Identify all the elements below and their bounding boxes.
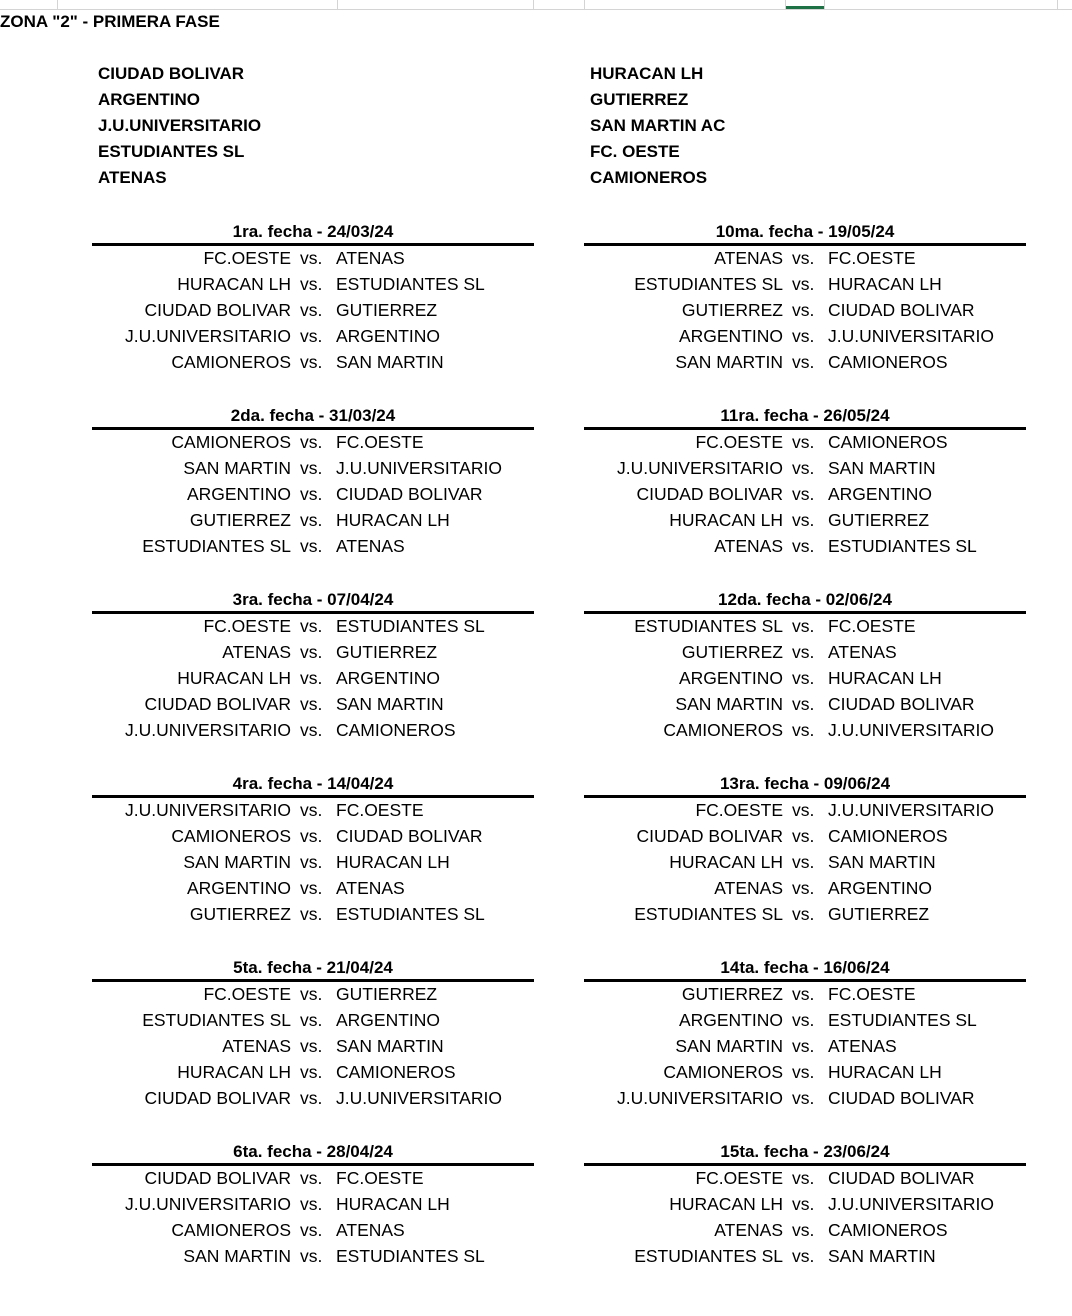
match-row [584, 245, 1026, 271]
round-header[interactable]: 4ra. fecha - 14/04/24 [232, 774, 394, 793]
match-away-cell[interactable]: J.U.UNIVERSITARIO [336, 458, 502, 478]
match-away-cell[interactable]: GUTIERREZ [336, 642, 438, 662]
round-block [92, 396, 534, 580]
match-away-cell[interactable]: ARGENTINO [828, 484, 933, 504]
team-cell[interactable]: ARGENTINO [98, 90, 200, 109]
match-vs-cell[interactable]: vs. [300, 1062, 323, 1082]
match-vs-cell[interactable]: vs. [792, 1010, 815, 1030]
match-home-cell[interactable]: GUTIERREZ [681, 984, 783, 1004]
match-away-cell[interactable]: ATENAS [336, 248, 405, 268]
match-row [92, 481, 534, 507]
match-vs-cell[interactable]: vs. [792, 1036, 815, 1056]
match-away-cell[interactable]: HURACAN LH [336, 510, 450, 530]
match-home-cell[interactable]: ATENAS [714, 878, 783, 898]
match-home-cell[interactable]: GUTIERREZ [189, 904, 291, 924]
match-row [584, 1191, 1026, 1217]
match-vs-cell[interactable]: vs. [792, 904, 815, 924]
match-away-cell[interactable]: SAN MARTIN [336, 352, 444, 372]
match-home-cell[interactable]: SAN MARTIN [183, 852, 291, 872]
match-vs-cell[interactable]: vs. [300, 352, 323, 372]
match-away-cell[interactable]: CAMIONEROS [828, 1220, 948, 1240]
match-row [92, 1033, 534, 1059]
match-vs-cell[interactable]: vs. [300, 852, 323, 872]
match-home-cell[interactable]: J.U.UNIVERSITARIO [125, 800, 291, 820]
match-row [584, 429, 1026, 455]
match-home-cell[interactable]: ESTUDIANTES SL [142, 536, 291, 556]
match-away-cell[interactable]: CAMIONEROS [336, 720, 456, 740]
match-away-cell[interactable]: HURACAN LH [828, 274, 942, 294]
match-away-cell[interactable]: FC.OESTE [828, 984, 916, 1004]
match-home-cell[interactable]: CAMIONEROS [171, 352, 291, 372]
match-row [584, 1059, 1026, 1085]
round-block [584, 1132, 1026, 1316]
match-row [584, 823, 1026, 849]
team-cell[interactable]: CIUDAD BOLIVAR [98, 64, 245, 83]
round-block [92, 212, 534, 396]
match-vs-cell[interactable]: vs. [792, 484, 815, 504]
round-block [584, 396, 1026, 580]
match-away-cell[interactable]: CIUDAD BOLIVAR [336, 484, 483, 504]
match-row [92, 639, 534, 665]
match-home-cell[interactable]: CAMIONEROS [171, 432, 291, 452]
match-home-cell[interactable]: ARGENTINO [678, 1010, 783, 1030]
match-vs-cell[interactable]: vs. [300, 458, 323, 478]
match-row [584, 849, 1026, 875]
match-vs-cell[interactable]: vs. [792, 536, 815, 556]
match-vs-cell[interactable]: vs. [300, 248, 323, 268]
match-row [584, 349, 1026, 375]
match-home-cell[interactable]: HURACAN LH [669, 510, 783, 530]
team-cell[interactable]: GUTIERREZ [590, 90, 689, 109]
team-cell[interactable]: HURACAN LH [590, 64, 704, 83]
match-away-cell[interactable]: ESTUDIANTES SL [336, 1246, 485, 1266]
match-away-cell[interactable]: SAN MARTIN [828, 852, 936, 872]
match-vs-cell[interactable]: vs. [300, 984, 323, 1004]
selected-column-indicator [786, 6, 824, 9]
match-home-cell[interactable]: HURACAN LH [177, 274, 291, 294]
match-vs-cell[interactable]: vs. [792, 1062, 815, 1082]
match-away-cell[interactable]: GUTIERREZ [336, 984, 438, 1004]
match-home-cell[interactable]: ATENAS [714, 248, 783, 268]
match-home-cell[interactable]: FC.OESTE [695, 1168, 783, 1188]
match-row [92, 797, 534, 823]
column-divider[interactable] [337, 0, 338, 9]
match-away-cell[interactable]: ARGENTINO [336, 326, 441, 346]
match-home-cell[interactable]: CAMIONEROS [663, 1062, 783, 1082]
match-away-cell[interactable]: CIUDAD BOLIVAR [828, 1168, 975, 1188]
match-away-cell[interactable]: ESTUDIANTES SL [828, 536, 977, 556]
match-vs-cell[interactable]: vs. [300, 484, 323, 504]
match-home-cell[interactable]: ARGENTINO [186, 878, 291, 898]
match-home-cell[interactable]: ESTUDIANTES SL [634, 274, 783, 294]
match-vs-cell[interactable]: vs. [792, 300, 815, 320]
match-away-cell[interactable]: J.U.UNIVERSITARIO [828, 1194, 994, 1214]
match-away-cell[interactable]: FC.OESTE [336, 800, 424, 820]
match-home-cell[interactable]: GUTIERREZ [681, 300, 783, 320]
match-away-cell[interactable]: ESTUDIANTES SL [336, 274, 485, 294]
match-home-cell[interactable]: J.U.UNIVERSITARIO [617, 1088, 783, 1108]
match-home-cell[interactable]: SAN MARTIN [675, 1036, 783, 1056]
match-away-cell[interactable]: CAMIONEROS [828, 826, 948, 846]
match-away-cell[interactable]: ATENAS [336, 878, 405, 898]
match-away-cell[interactable]: ESTUDIANTES SL [828, 1010, 977, 1030]
match-vs-cell[interactable]: vs. [792, 510, 815, 530]
match-row [92, 1059, 534, 1085]
match-vs-cell[interactable]: vs. [300, 616, 323, 636]
team-cell[interactable]: CAMIONEROS [590, 168, 708, 187]
match-away-cell[interactable]: FC.OESTE [336, 1168, 424, 1188]
match-home-cell[interactable]: CIUDAD BOLIVAR [636, 826, 783, 846]
match-away-cell[interactable]: FC.OESTE [828, 248, 916, 268]
match-away-cell[interactable]: ESTUDIANTES SL [336, 616, 485, 636]
match-vs-cell[interactable]: vs. [792, 352, 815, 372]
match-row [584, 1243, 1026, 1269]
match-away-cell[interactable]: FC.OESTE [336, 432, 424, 452]
match-home-cell[interactable]: CIUDAD BOLIVAR [144, 300, 291, 320]
match-row [584, 639, 1026, 665]
match-home-cell[interactable]: ATENAS [714, 536, 783, 556]
match-home-cell[interactable]: HURACAN LH [177, 668, 291, 688]
match-away-cell[interactable]: J.U.UNIVERSITARIO [828, 720, 994, 740]
match-away-cell[interactable]: CIUDAD BOLIVAR [828, 694, 975, 714]
column-divider[interactable] [533, 0, 534, 9]
match-away-cell[interactable]: SAN MARTIN [828, 1246, 936, 1266]
match-vs-cell[interactable]: vs. [792, 1168, 815, 1188]
match-home-cell[interactable]: GUTIERREZ [189, 510, 291, 530]
round-header[interactable]: 15ta. fecha - 23/06/24 [720, 1142, 890, 1161]
round-header[interactable]: 12da. fecha - 02/06/24 [718, 590, 892, 609]
match-row [92, 1191, 534, 1217]
round-header[interactable]: 6ta. fecha - 28/04/24 [233, 1142, 393, 1161]
match-away-cell[interactable]: ESTUDIANTES SL [336, 904, 485, 924]
match-row [584, 533, 1026, 559]
match-home-cell[interactable]: GUTIERREZ [681, 642, 783, 662]
match-vs-cell[interactable]: vs. [300, 1246, 323, 1266]
match-row [92, 349, 534, 375]
match-away-cell[interactable]: ARGENTINO [336, 1010, 441, 1030]
round-header[interactable]: 14ta. fecha - 16/06/24 [720, 958, 890, 977]
match-vs-cell[interactable]: vs. [792, 984, 815, 1004]
match-vs-cell[interactable]: vs. [300, 326, 323, 346]
match-vs-cell[interactable]: vs. [792, 1194, 815, 1214]
match-row [584, 981, 1026, 1007]
match-row [584, 1217, 1026, 1243]
match-home-cell[interactable]: J.U.UNIVERSITARIO [125, 326, 291, 346]
match-away-cell[interactable]: FC.OESTE [828, 616, 916, 636]
match-vs-cell[interactable]: vs. [792, 1220, 815, 1240]
match-row [584, 1165, 1026, 1191]
match-home-cell[interactable]: HURACAN LH [177, 1062, 291, 1082]
team-cell[interactable]: ATENAS [98, 168, 167, 187]
match-away-cell[interactable]: ATENAS [828, 642, 897, 662]
team-cell[interactable]: ESTUDIANTES SL [98, 142, 245, 161]
match-home-cell[interactable]: ESTUDIANTES SL [142, 1010, 291, 1030]
match-row [584, 507, 1026, 533]
match-vs-cell[interactable]: vs. [792, 642, 815, 662]
round-block [584, 580, 1026, 764]
column-divider[interactable] [57, 0, 58, 9]
match-row [92, 323, 534, 349]
match-home-cell[interactable]: ATENAS [714, 1220, 783, 1240]
match-row [92, 875, 534, 901]
match-away-cell[interactable]: HURACAN LH [336, 852, 450, 872]
match-vs-cell[interactable]: vs. [792, 878, 815, 898]
match-row [584, 901, 1026, 927]
match-vs-cell[interactable]: vs. [792, 458, 815, 478]
match-away-cell[interactable]: SAN MARTIN [828, 458, 936, 478]
match-vs-cell[interactable]: vs. [792, 326, 815, 346]
match-row [92, 1085, 534, 1111]
column-header-strip [0, 0, 1072, 10]
match-away-cell[interactable]: HURACAN LH [336, 1194, 450, 1214]
match-home-cell[interactable]: FC.OESTE [695, 800, 783, 820]
round-header[interactable]: 13ra. fecha - 09/06/24 [719, 774, 891, 793]
match-away-cell[interactable]: ARGENTINO [828, 878, 933, 898]
match-away-cell[interactable]: CIUDAD BOLIVAR [828, 300, 975, 320]
round-header[interactable]: 2da. fecha - 31/03/24 [230, 406, 396, 425]
match-row [92, 1243, 534, 1269]
match-vs-cell[interactable]: vs. [300, 720, 323, 740]
match-vs-cell[interactable]: vs. [300, 1010, 323, 1030]
column-divider[interactable] [824, 0, 825, 9]
round-block [92, 580, 534, 764]
match-vs-cell[interactable]: vs. [300, 432, 323, 452]
match-home-cell[interactable]: CIUDAD BOLIVAR [144, 1088, 291, 1108]
match-away-cell[interactable]: SAN MARTIN [336, 1036, 444, 1056]
match-row [584, 1085, 1026, 1111]
match-home-cell[interactable]: ARGENTINO [678, 326, 783, 346]
round-block [92, 1132, 534, 1316]
match-away-cell[interactable]: CAMIONEROS [828, 352, 948, 372]
match-row [584, 1007, 1026, 1033]
match-row [584, 455, 1026, 481]
round-block [584, 948, 1026, 1132]
match-vs-cell[interactable]: vs. [300, 694, 323, 714]
column-divider[interactable] [584, 0, 585, 9]
match-home-cell[interactable]: FC.OESTE [203, 248, 291, 268]
match-away-cell[interactable]: GUTIERREZ [336, 300, 438, 320]
match-row [92, 849, 534, 875]
match-home-cell[interactable]: SAN MARTIN [675, 694, 783, 714]
match-row [92, 429, 534, 455]
match-row [92, 901, 534, 927]
match-vs-cell[interactable]: vs. [792, 1088, 815, 1108]
round-header[interactable]: 11ra. fecha - 26/05/24 [720, 406, 890, 425]
round-header[interactable]: 10ma. fecha - 19/05/24 [715, 222, 895, 241]
match-row [92, 691, 534, 717]
match-home-cell[interactable]: ESTUDIANTES SL [634, 904, 783, 924]
match-home-cell[interactable]: FC.OESTE [695, 432, 783, 452]
match-away-cell[interactable]: J.U.UNIVERSITARIO [828, 800, 994, 820]
match-away-cell[interactable]: CIUDAD BOLIVAR [336, 826, 483, 846]
match-vs-cell[interactable]: vs. [300, 668, 323, 688]
match-home-cell[interactable]: CAMIONEROS [171, 826, 291, 846]
match-home-cell[interactable]: FC.OESTE [203, 984, 291, 1004]
team-cell[interactable]: FC. OESTE [590, 142, 680, 161]
match-home-cell[interactable]: CIUDAD BOLIVAR [636, 484, 783, 504]
match-vs-cell[interactable]: vs. [300, 510, 323, 530]
match-home-cell[interactable]: CIUDAD BOLIVAR [144, 694, 291, 714]
match-home-cell[interactable]: HURACAN LH [669, 1194, 783, 1214]
match-row [92, 245, 534, 271]
round-header[interactable]: 3ra. fecha - 07/04/24 [232, 590, 394, 609]
team-cell[interactable]: SAN MARTIN AC [590, 116, 726, 135]
match-vs-cell[interactable]: vs. [300, 800, 323, 820]
match-home-cell[interactable]: J.U.UNIVERSITARIO [125, 1194, 291, 1214]
match-away-cell[interactable]: SAN MARTIN [336, 694, 444, 714]
match-row [584, 875, 1026, 901]
match-row [92, 271, 534, 297]
match-away-cell[interactable]: HURACAN LH [828, 668, 942, 688]
match-home-cell[interactable]: ARGENTINO [186, 484, 291, 504]
match-away-cell[interactable]: CAMIONEROS [828, 432, 948, 452]
match-row [584, 717, 1026, 743]
match-row [584, 271, 1026, 297]
match-vs-cell[interactable]: vs. [300, 1036, 323, 1056]
match-away-cell[interactable]: ATENAS [336, 536, 405, 556]
match-away-cell[interactable]: J.U.UNIVERSITARIO [336, 1088, 502, 1108]
match-row [584, 665, 1026, 691]
match-home-cell[interactable]: CIUDAD BOLIVAR [144, 1168, 291, 1188]
match-row [584, 797, 1026, 823]
match-vs-cell[interactable]: vs. [792, 826, 815, 846]
match-row [584, 613, 1026, 639]
match-row [92, 297, 534, 323]
page-title: ZONA "2" - PRIMERA FASE [0, 12, 220, 31]
match-vs-cell[interactable]: vs. [300, 300, 323, 320]
match-row [92, 717, 534, 743]
match-home-cell[interactable]: ARGENTINO [678, 668, 783, 688]
match-away-cell[interactable]: J.U.UNIVERSITARIO [828, 326, 994, 346]
round-block [584, 764, 1026, 948]
match-row [92, 455, 534, 481]
match-row [584, 1033, 1026, 1059]
round-block [584, 212, 1026, 396]
match-row [92, 1007, 534, 1033]
match-home-cell[interactable]: CAMIONEROS [171, 1220, 291, 1240]
match-home-cell[interactable]: J.U.UNIVERSITARIO [125, 720, 291, 740]
match-row [92, 823, 534, 849]
match-row [92, 1165, 534, 1191]
match-away-cell[interactable]: ATENAS [828, 1036, 897, 1056]
match-vs-cell[interactable]: vs. [792, 720, 815, 740]
match-vs-cell[interactable]: vs. [300, 904, 323, 924]
match-vs-cell[interactable]: vs. [300, 274, 323, 294]
match-vs-cell[interactable]: vs. [792, 248, 815, 268]
match-home-cell[interactable]: SAN MARTIN [183, 1246, 291, 1266]
match-away-cell[interactable]: GUTIERREZ [828, 904, 930, 924]
match-row [584, 691, 1026, 717]
column-divider[interactable] [1057, 0, 1058, 9]
match-vs-cell[interactable]: vs. [300, 1220, 323, 1240]
round-header[interactable]: 1ra. fecha - 24/03/24 [232, 222, 394, 241]
match-vs-cell[interactable]: vs. [300, 536, 323, 556]
match-row [92, 613, 534, 639]
team-cell[interactable]: J.U.UNIVERSITARIO [98, 116, 262, 135]
match-away-cell[interactable]: CIUDAD BOLIVAR [828, 1088, 975, 1108]
match-home-cell[interactable]: ESTUDIANTES SL [634, 616, 783, 636]
match-row [584, 297, 1026, 323]
match-home-cell[interactable]: SAN MARTIN [183, 458, 291, 478]
match-vs-cell[interactable]: vs. [300, 1088, 323, 1108]
match-row [92, 533, 534, 559]
match-vs-cell[interactable]: vs. [792, 432, 815, 452]
match-vs-cell[interactable]: vs. [300, 642, 323, 662]
match-home-cell[interactable]: J.U.UNIVERSITARIO [617, 458, 783, 478]
match-home-cell[interactable]: ATENAS [222, 642, 291, 662]
match-home-cell[interactable]: FC.OESTE [203, 616, 291, 636]
match-home-cell[interactable]: SAN MARTIN [675, 352, 783, 372]
round-block [92, 764, 534, 948]
match-row [92, 981, 534, 1007]
match-away-cell[interactable]: ATENAS [336, 1220, 405, 1240]
match-vs-cell[interactable]: vs. [792, 616, 815, 636]
match-home-cell[interactable]: ATENAS [222, 1036, 291, 1056]
match-row [92, 507, 534, 533]
match-vs-cell[interactable]: vs. [300, 826, 323, 846]
match-row [584, 481, 1026, 507]
match-vs-cell[interactable]: vs. [300, 878, 323, 898]
match-home-cell[interactable]: ESTUDIANTES SL [634, 1246, 783, 1266]
match-home-cell[interactable]: HURACAN LH [669, 852, 783, 872]
match-vs-cell[interactable]: vs. [792, 668, 815, 688]
round-block [92, 948, 534, 1132]
match-away-cell[interactable]: CAMIONEROS [336, 1062, 456, 1082]
match-home-cell[interactable]: CAMIONEROS [663, 720, 783, 740]
match-row [92, 1217, 534, 1243]
match-vs-cell[interactable]: vs. [792, 274, 815, 294]
round-header[interactable]: 5ta. fecha - 21/04/24 [233, 958, 393, 977]
match-row [92, 665, 534, 691]
match-row [584, 323, 1026, 349]
match-vs-cell[interactable]: vs. [792, 800, 815, 820]
match-away-cell[interactable]: GUTIERREZ [828, 510, 930, 530]
match-vs-cell[interactable]: vs. [792, 694, 815, 714]
match-vs-cell[interactable]: vs. [792, 852, 815, 872]
match-away-cell[interactable]: HURACAN LH [828, 1062, 942, 1082]
match-vs-cell[interactable]: vs. [792, 1246, 815, 1266]
match-vs-cell[interactable]: vs. [300, 1168, 323, 1188]
match-away-cell[interactable]: ARGENTINO [336, 668, 441, 688]
match-vs-cell[interactable]: vs. [300, 1194, 323, 1214]
